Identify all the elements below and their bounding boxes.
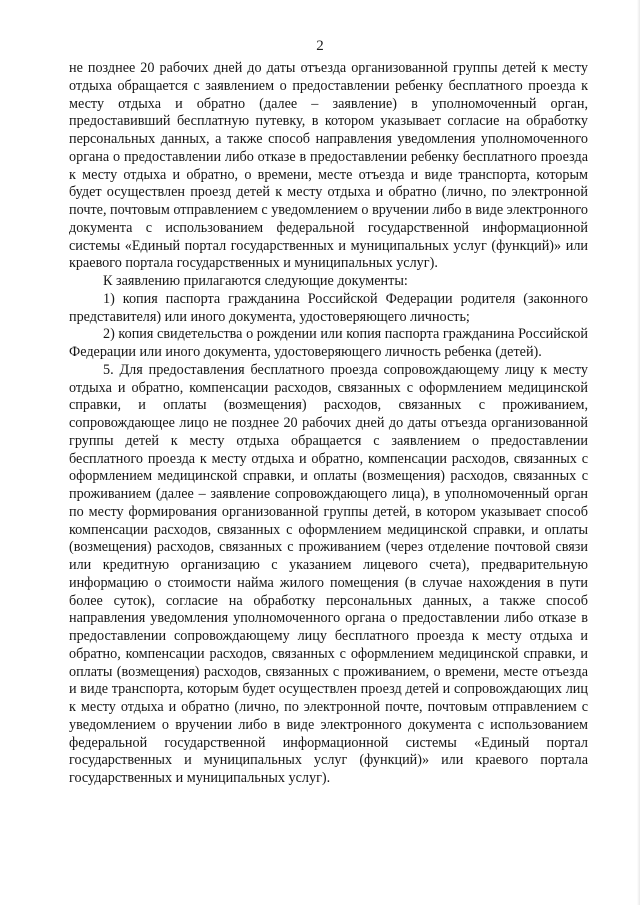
paragraph-continuation: не позднее 20 рабочих дней до даты отъезда организованной группы детей к месту отдыха обращается с заявлением о предоставлении ребенку бесплатного проезда к месту отдыха и обратно (далее – заявление) в уполномоченный орган, предоставивший бесплатную путевку, в котором указывает согласие на обработку персональных данных, а также способ направления уведомления уполномоченного органа о предоставлении либо отказе в предоставлении ребенку бесплатного проезда к месту отдыха и обратно, о времени, месте отъезда и виде транспорта, которым будет осуществлен проезд детей к месту отдыха и обратно (лично, по электронной почте, почтовым отправлением с уведомлением о вручении либо в виде электронного документа с использованием федеральной государственной информационной системы «Единый портал государственных и муниципальных услуг (функций)» или краевого портала государственных и муниципальных услуг). xyxy=(69,60,588,272)
list-item-document-1: 1) копия паспорта гражданина Российской Федерации родителя (законного представителя) или иного документа, удостоверяющего личность; xyxy=(69,290,588,325)
page-number: 2 xyxy=(316,38,324,54)
paragraph-documents-intro: К заявлению прилагаются следующие документы: xyxy=(103,273,408,289)
document-body xyxy=(69,60,588,788)
list-item-document-2: 2) копия свидетельства о рождении или копия паспорта гражданина Российской Федерации или иного документа, удостоверяющего личность ребенка (детей). xyxy=(69,326,588,360)
paragraph-section-5: 5. Для предоставления бесплатного проезда сопровождающему лицу к месту отдыха и обратно, компенсации расходов, связанных с оформлением медицинской справки, и оплаты (возмещения) расходов, связанных с проживанием, сопровождающее лицо не позднее 20 рабочих дней до даты отъезда организованной группы детей к месту отдыха обращается с заявлением о предоставлении бесплатного проезда к месту отдыха и обратно, компенсации расходов, связанных с оформлением медицинской справки, и оплаты (возмещения) расходов, связанных с проживанием (далее – заявление сопровождающего лица), в уполномоченный орган по месту формирования организованной группы детей, в котором указывает способ компенсации расходов, связанных с оформлением медицинской справки, и оплаты (возмещения) расходов, связанных с проживанием (через отделение почтовой связи или кредитную организацию с указанием лицевого счета), предварительную информацию о стоимости найма жилого помещения (в случае нахождения в пути более суток), согласие на обработку персональных данных, а также способ направления уведомления уполномоченного органа о предоставлении либо отказе в предоставлении сопровождающему лицу бесплатного проезда к месту отдыха и обратно, компенсации расходов, связанных с оформлением медицинской справки, и оплаты (возмещения) расходов, связанных с проживанием, о времени, месте отъезда и виде транспорта, которым будет осуществлен проезд детей и сопровождающих лиц к месту отдыха и обратно (лично, по электронной почте, почтовым отправлением с уведомлением о вручении либо в виде электронного документа с использованием федеральной государственной информационной системы «Единый портал государственных и муниципальных услуг (функций)» или краевого портала государственных и муниципальных услуг). xyxy=(69,361,588,786)
